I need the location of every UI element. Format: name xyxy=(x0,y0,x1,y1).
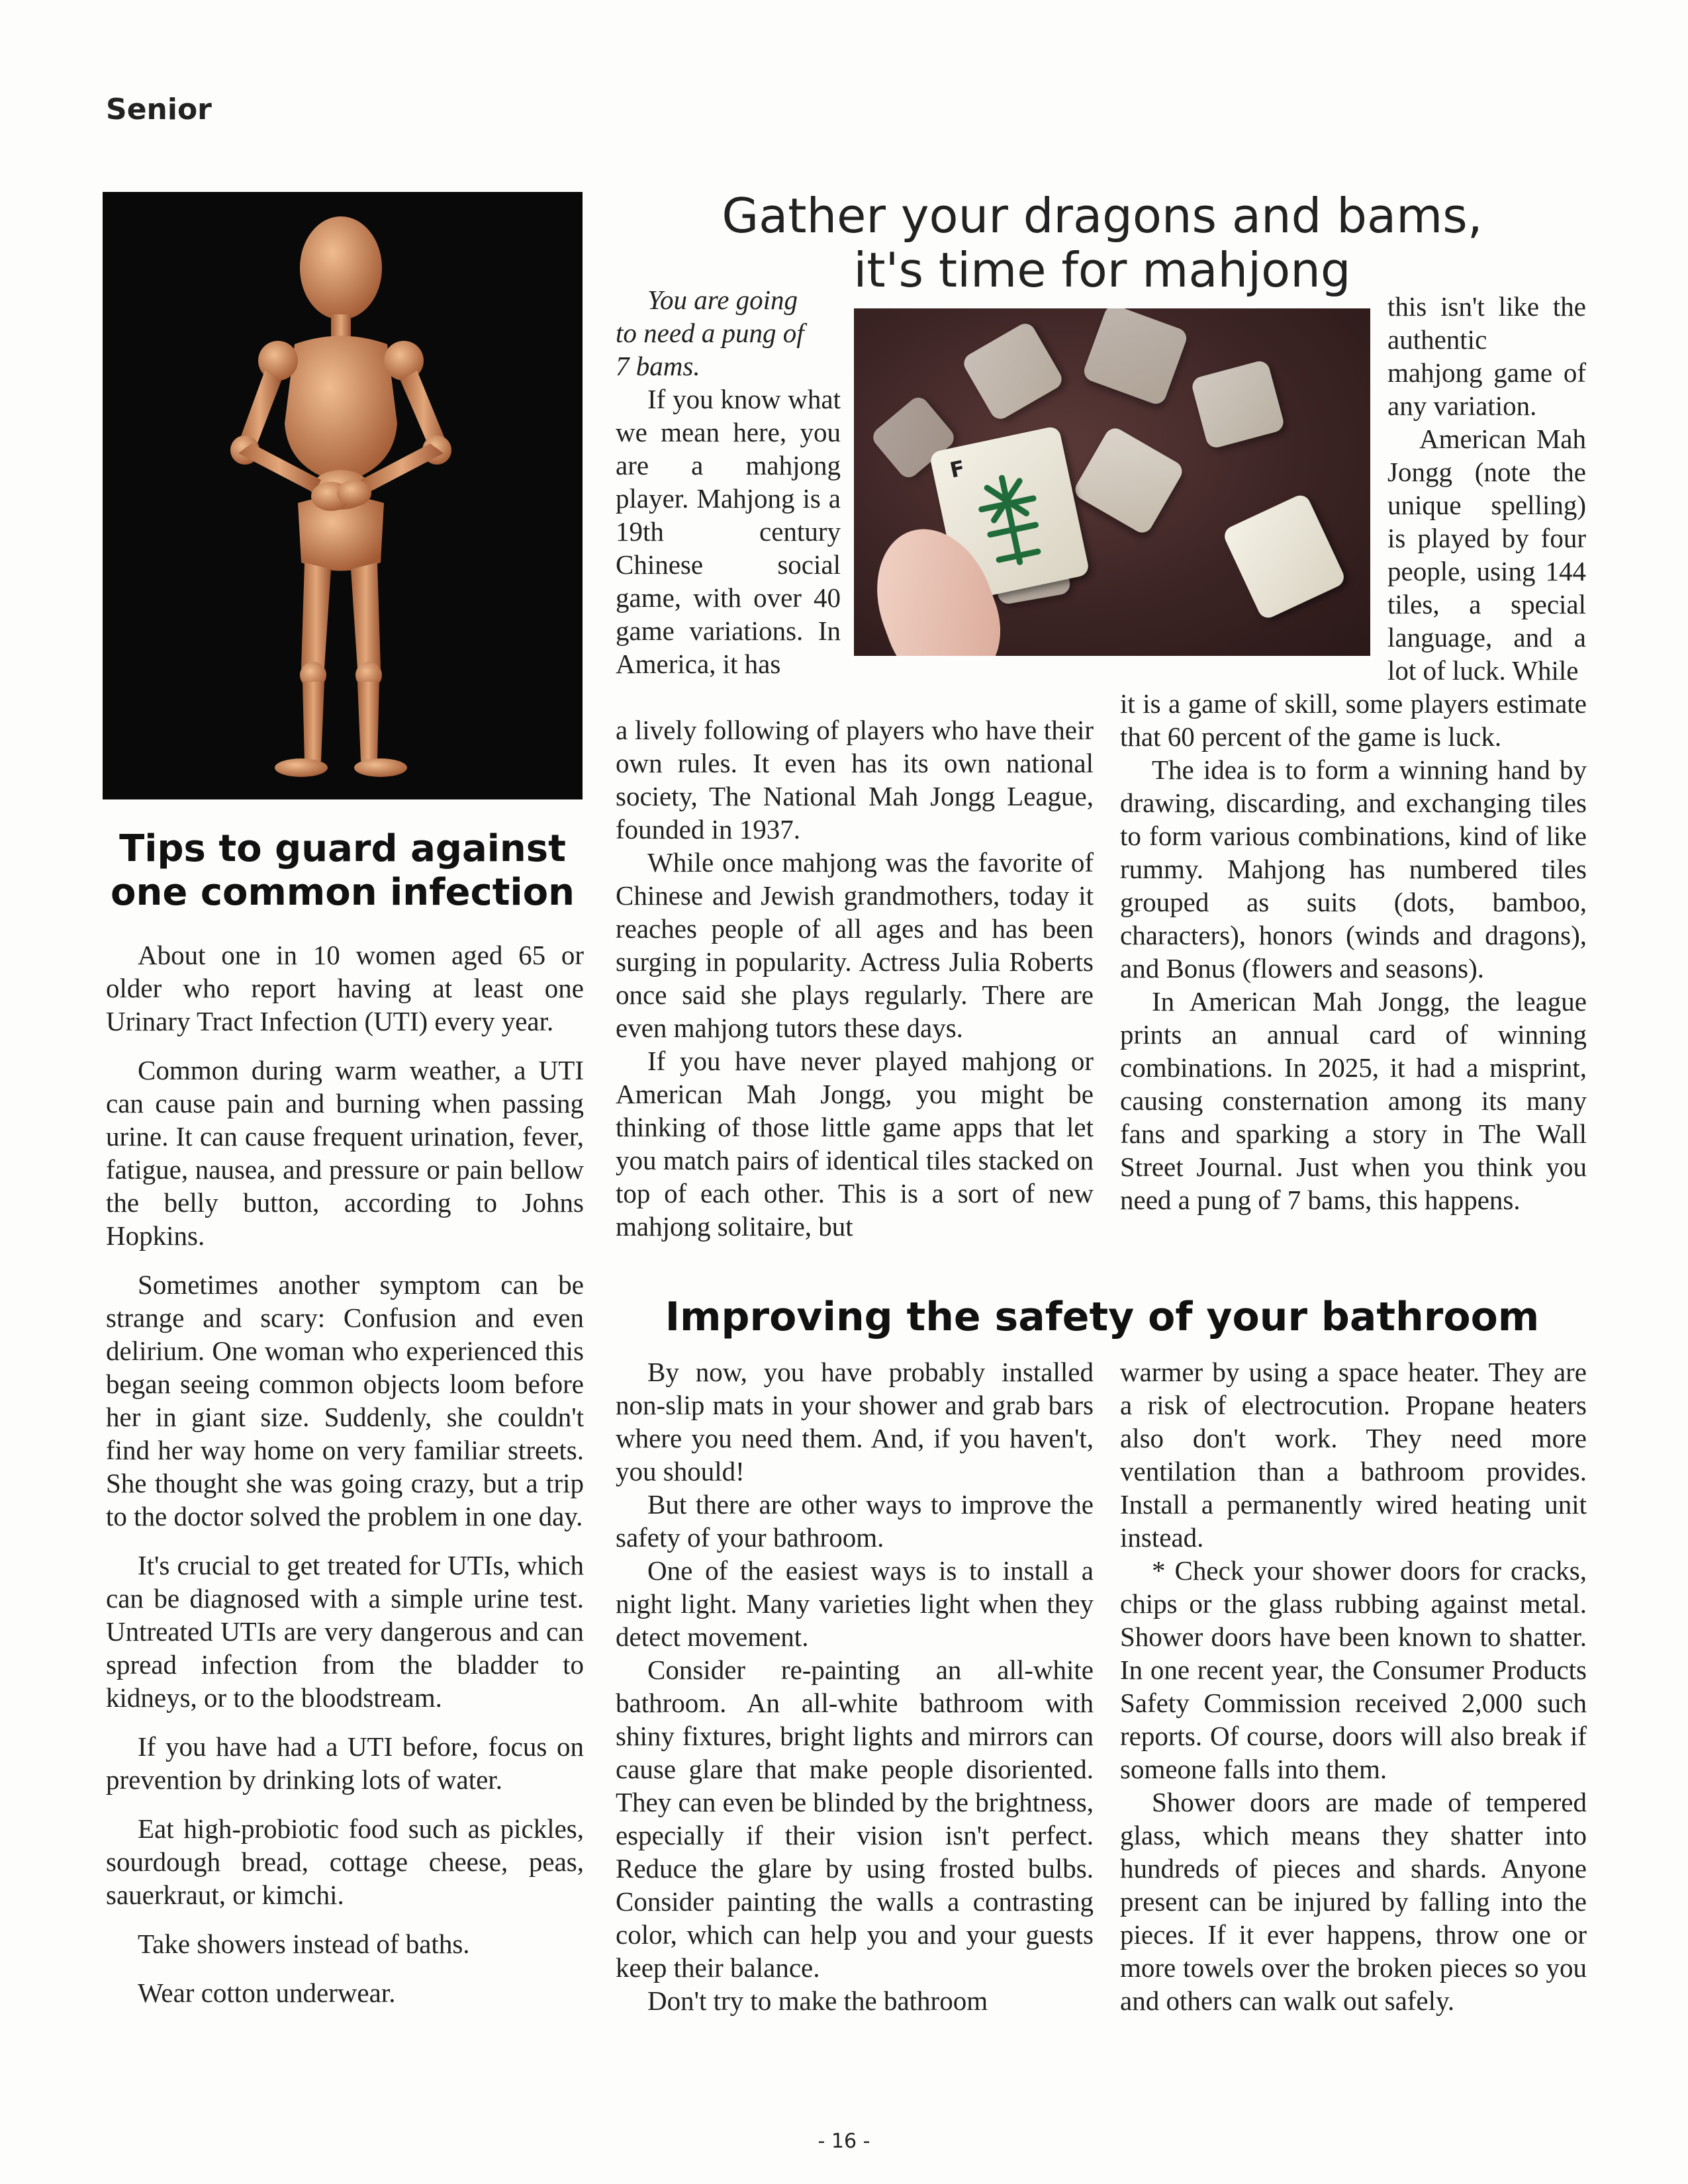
uti-headline-line-1: Tips to guard against xyxy=(119,827,566,870)
mahjong-paragraph: If you know what we mean here, you are a mahjong player. Mahjong is a 19th century Chinese social game, with over 40 game variations. In America, it has xyxy=(616,384,841,679)
uti-article-body xyxy=(106,938,584,2009)
intro-line: to need a pung of xyxy=(616,318,804,348)
mahjong-intro xyxy=(616,283,841,383)
bathroom-col2-body xyxy=(1120,1355,1587,2017)
bathroom-paragraph: Don't try to make the bathroom xyxy=(647,1985,988,2016)
uti-paragraph: Eat high-probiotic food such as pickles, sourdough bread, cottage cheese, peas, sauerkraut, or kimchi. xyxy=(106,1813,584,1910)
bathroom-paragraph: But there are other ways to improve the safety of your bathroom. xyxy=(616,1489,1094,1553)
bathroom-paragraph: * Check your shower doors for cracks, chips or the glass rubbing against metal. Shower doors have been known to shatter. In one recent year, the Consumer Products Safety Commission received 2,000 such reports. Of course, doors will also break if someone falls into them. xyxy=(1120,1555,1587,1784)
uti-headline-line-2: one common infection xyxy=(111,871,575,914)
mahjong-headline xyxy=(622,189,1582,297)
mahjong-col2-body xyxy=(1120,687,1587,1216)
bathroom-paragraph: Shower doors are made of tempered glass, which means they shatter into hundreds of pieces and shards. Anyone present can be injured by falling into the pieces. If it ever happens, throw one or more towels over the broken pieces so you and others can walk out safely. xyxy=(1120,1787,1587,2016)
uti-paragraph: Common during warm weather, a UTI can cause pain and burning when passing urine. It can cause frequent urination, fever, fatigue, nausea, and pressure or pain bellow the belly button, according to Johns Hopkins. xyxy=(106,1055,584,1251)
mannequin-photo xyxy=(103,192,583,799)
page-number: - 16 - xyxy=(818,2130,870,2153)
intro-line: You are going xyxy=(647,285,798,315)
mahjong-tiles-photo xyxy=(854,308,1370,656)
tile-letter: F xyxy=(947,455,967,483)
mahjong-paragraph: The idea is to form a winning hand by drawing, discarding, and exchanging tiles to form various combinations, kind of like rummy. Mahjong has numbered tiles grouped as suits (dots, bamboo, characters), honors (winds and dragons), and Bonus (flowers and seasons). xyxy=(1120,754,1587,983)
uti-paragraph: It's crucial to get treated for UTIs, which can be diagnosed with a simple urine test. Untreated UTIs are very dangerous and can spread infection from the bladder to kidneys, or to the bloodstream. xyxy=(106,1550,584,1713)
bathroom-col1-body xyxy=(616,1355,1094,2017)
mahjong-headline-line-2: it's time for mahjong xyxy=(853,242,1351,298)
mahjong-paragraph: this isn't like the authentic mahjong game of any variation. xyxy=(1387,291,1586,421)
mahjong-paragraph: it is a game of skill, some players estimate that 60 percent of the game is luck. xyxy=(1120,688,1587,752)
mahjong-col1-body xyxy=(616,713,1094,1243)
mahjong-paragraph: In American Mah Jongg, the league prints an annual card of winning combinations. In 2025, it had a misprint, causing consternation among its many fans and sparking a story in The Wall Street Journal. Just when you think you need a pung of 7 bams, this happens. xyxy=(1120,986,1587,1215)
uti-paragraph: Sometimes another symptom can be strange and scary: Confusion and even delirium. One woman who experienced this began seeing common objects loom before her in giant size. Suddenly, she couldn't find her way home on very familiar streets. She thought she was going crazy, but a trip to the doctor solved the problem in one day. xyxy=(106,1269,584,1531)
uti-paragraph: About one in 10 women aged 65 or older who report having at least one Urinary Tract Infection (UTI) every year. xyxy=(106,940,584,1036)
section-label: Senior xyxy=(106,93,212,126)
mahjong-col1-narrow xyxy=(616,383,841,680)
mahjong-paragraph: American Mah Jongg (note the unique spelling) is played by four people, using 144 tiles, a special language, and a lot of luck. While xyxy=(1387,424,1586,686)
uti-paragraph: If you have had a UTI before, focus on prevention by drinking lots of water. xyxy=(106,1731,584,1795)
mahjong-col2-narrow xyxy=(1387,290,1586,687)
bathroom-paragraph: One of the easiest ways is to install a night light. Many varieties light when they detect movement. xyxy=(616,1555,1094,1652)
bathroom-paragraph: Consider re-painting an all-white bathroom. An all-white bathroom with shiny fixtures, bright lights and mirrors can cause glare that make people disoriented. They can even be blinded by the brightness, especially if their vision isn't perfect. Reduce the glare by using frosted bulbs. Consider painting the walls a contrasting color, which can help you and your guests keep their balance. xyxy=(616,1655,1094,1983)
intro-line: 7 bams. xyxy=(616,351,700,381)
mahjong-headline-line-1: Gather your dragons and bams, xyxy=(722,188,1483,244)
mahjong-paragraph: If you have never played mahjong or American Mah Jongg, you might be thinking of those little game apps that let you match pairs of identical tiles stacked on top of each other. This is a sort of new mahjong solitaire, but xyxy=(616,1046,1094,1242)
bathroom-headline: Improving the safety of your bathroom xyxy=(665,1294,1540,1340)
uti-paragraph: Wear cotton underwear. xyxy=(138,1978,396,2008)
bathroom-paragraph: By now, you have probably installed non-slip mats in your shower and grab bars where you need them. And, if you haven't, you should! xyxy=(616,1357,1094,1486)
mahjong-paragraph: While once mahjong was the favorite of Chinese and Jewish grandmothers, today it reaches people of all ages and has been surging in popularity. Actress Julia Roberts once said she plays regularly. There are even mahjong tutors these days. xyxy=(616,847,1094,1043)
uti-paragraph: Take showers instead of baths. xyxy=(138,1929,470,1959)
mahjong-paragraph: a lively following of players who have their own rules. It even has its own national society, The National Mah Jongg League, founded in 1937. xyxy=(616,715,1094,844)
uti-headline xyxy=(103,827,583,915)
bathroom-paragraph: warmer by using a space heater. They are a risk of electrocution. Propane heaters also don't work. They need more ventilation than a bathroom provides. Install a permanently wired heating unit instead. xyxy=(1120,1357,1587,1553)
